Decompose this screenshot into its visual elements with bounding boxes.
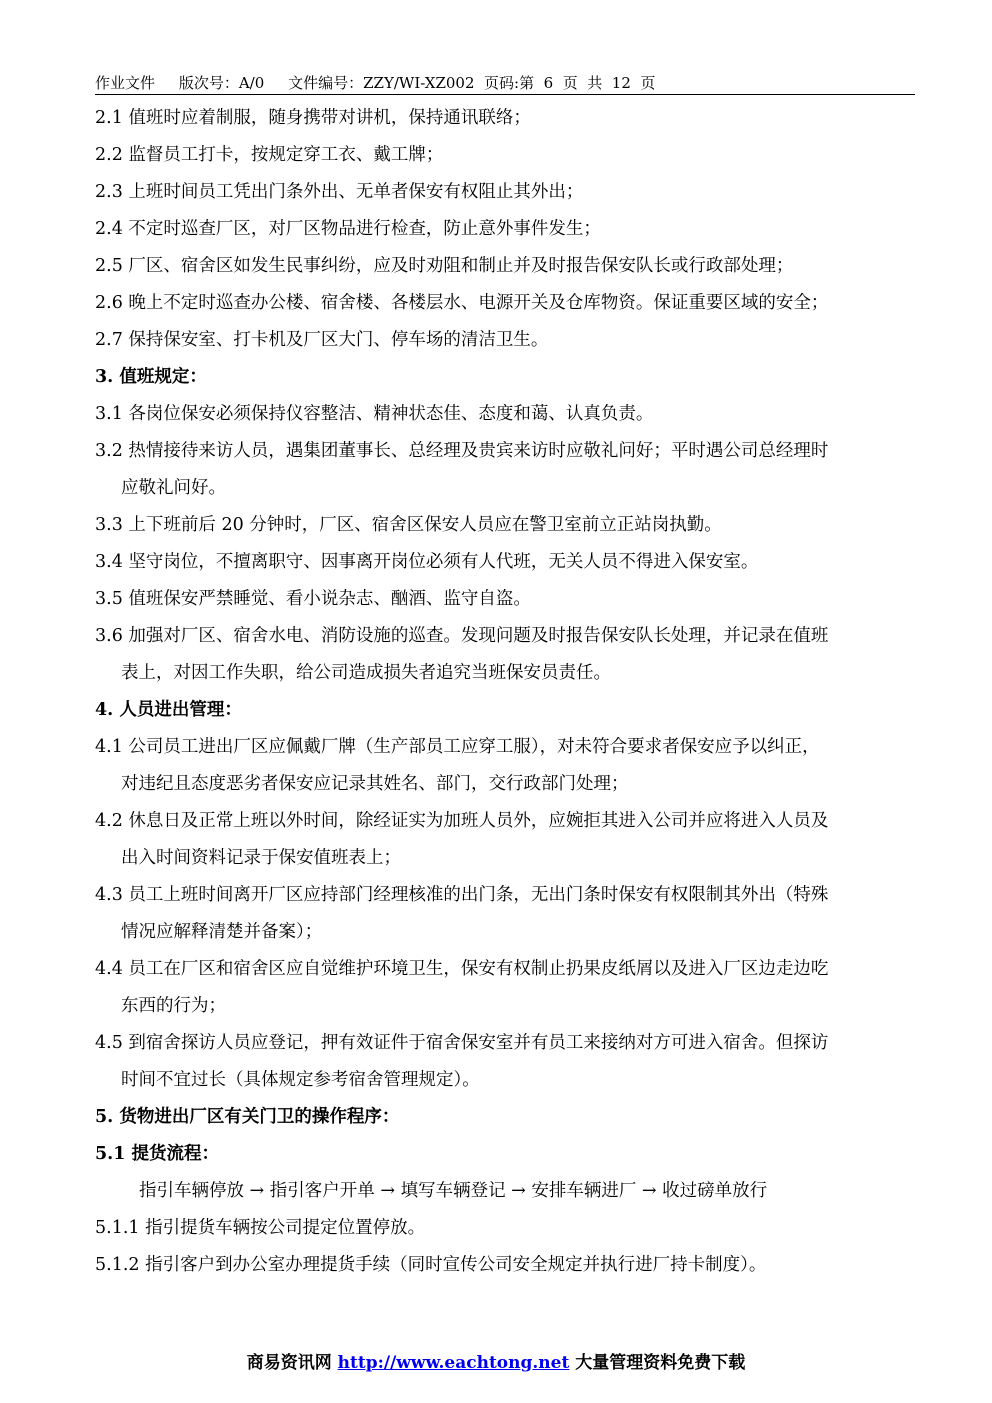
- clause-3-6: 3.6 加强对厂区、宿舍水电、消防设施的巡查。发现问题及时报告保安队长处理，并记录在值班: [95, 626, 829, 646]
- clause-4-2-cont: 出入时间资料记录于保安值班表上；: [121, 848, 401, 868]
- clause-4-4: 4.4 员工在厂区和宿舍区应自觉维护环境卫生，保安有权制止扔果皮纸屑以及进入厂区边走边吃: [95, 959, 829, 979]
- clause-4-5-cont: 时间不宜过长（具体规定参考宿舍管理规定）。: [121, 1070, 480, 1090]
- footer-tagline: 大量管理资料免费下载: [569, 1353, 746, 1373]
- clause-2-6: 2.6 晚上不定时巡查办公楼、宿舍楼、各楼层水、电源开关及仓库物资。保证重要区域的安全；: [95, 293, 829, 313]
- pickup-flow: 指引车辆停放 → 指引客户开单 → 填写车辆登记 → 安排车辆进厂 → 收过磅单放行: [139, 1181, 768, 1201]
- page-header: 作业文件 版次号：A/0 文件编号：ZZY/WI-XZ002 页码:第 6 页 共 12 页: [95, 74, 656, 92]
- clause-3-4: 3.4 坚守岗位，不擅离职守、因事离开岗位必须有人代班，无关人员不得进入保安室。: [95, 552, 759, 572]
- subsection-5-1-heading: 5.1 提货流程：: [95, 1144, 220, 1164]
- clause-3-1: 3.1 各岗位保安必须保持仪容整洁、精神状态佳、态度和蔼、认真负责。: [95, 404, 654, 424]
- clause-2-1: 2.1 值班时应着制服，随身携带对讲机，保持通讯联络；: [95, 108, 531, 128]
- clause-4-3-cont: 情况应解释清楚并备案）；: [121, 922, 323, 942]
- section-3-heading: 3. 值班规定：: [95, 367, 207, 387]
- clause-2-4: 2.4 不定时巡查厂区，对厂区物品进行检查，防止意外事件发生；: [95, 219, 601, 239]
- clause-3-2-cont: 应敬礼问好。: [121, 478, 226, 498]
- clause-3-6-cont: 表上，对因工作失职，给公司造成损失者追究当班保安员责任。: [121, 663, 611, 683]
- section-5-heading: 5. 货物进出厂区有关门卫的操作程序：: [95, 1107, 400, 1127]
- clause-4-2: 4.2 休息日及正常上班以外时间，除经证实为加班人员外，应婉拒其进入公司并应将进入人员及: [95, 811, 829, 831]
- clause-3-3: 3.3 上下班前后 20 分钟时，厂区、宿舍区保安人员应在警卫室前立正站岗执勤。: [95, 515, 722, 535]
- header-rule: [95, 94, 915, 95]
- clause-2-5: 2.5 厂区、宿舍区如发生民事纠纷，应及时劝阻和制止并及时报告保安队长或行政部处理；: [95, 256, 794, 276]
- clause-2-3: 2.3 上班时间员工凭出门条外出、无单者保安有权阻止其外出；: [95, 182, 584, 202]
- footer-link[interactable]: http://www.eachtong.net: [337, 1353, 570, 1373]
- clause-2-7: 2.7 保持保安室、打卡机及厂区大门、停车场的清洁卫生。: [95, 330, 549, 350]
- clause-2-2: 2.2 监督员工打卡，按规定穿工衣、戴工牌；: [95, 145, 444, 165]
- clause-5-1-2: 5.1.2 指引客户到办公室办理提货手续（同时宣传公司安全规定并执行进厂持卡制度）。: [95, 1255, 767, 1275]
- section-4-heading: 4. 人员进出管理：: [95, 700, 242, 720]
- clause-4-1: 4.1 公司员工进出厂区应佩戴厂牌（生产部员工应穿工服），对未符合要求者保安应予以纠正，: [95, 737, 820, 757]
- clause-5-1-1: 5.1.1 指引提货车辆按公司提定位置停放。: [95, 1218, 426, 1238]
- clause-3-5: 3.5 值班保安严禁睡觉、看小说杂志、酗酒、监守自盗。: [95, 589, 531, 609]
- page-footer: [0, 1348, 992, 1373]
- clause-3-2: 3.2 热情接待来访人员，遇集团董事长、总经理及贵宾来访时应敬礼问好；平时遇公司总经理时: [95, 441, 829, 461]
- document-body: [95, 100, 925, 1284]
- clause-4-5: 4.5 到宿舍探访人员应登记，押有效证件于宿舍保安室并有员工来接纳对方可进入宿舍。但探访: [95, 1033, 829, 1053]
- clause-4-1-cont: 对违纪且态度恶劣者保安应记录其姓名、部门，交行政部门处理；: [121, 774, 629, 794]
- clause-4-4-cont: 东西的行为；: [121, 996, 226, 1016]
- clause-4-3: 4.3 员工上班时间离开厂区应持部门经理核准的出门条，无出门条时保安有权限制其外出（特殊: [95, 885, 829, 905]
- footer-site-name: 商易资讯网: [246, 1353, 338, 1373]
